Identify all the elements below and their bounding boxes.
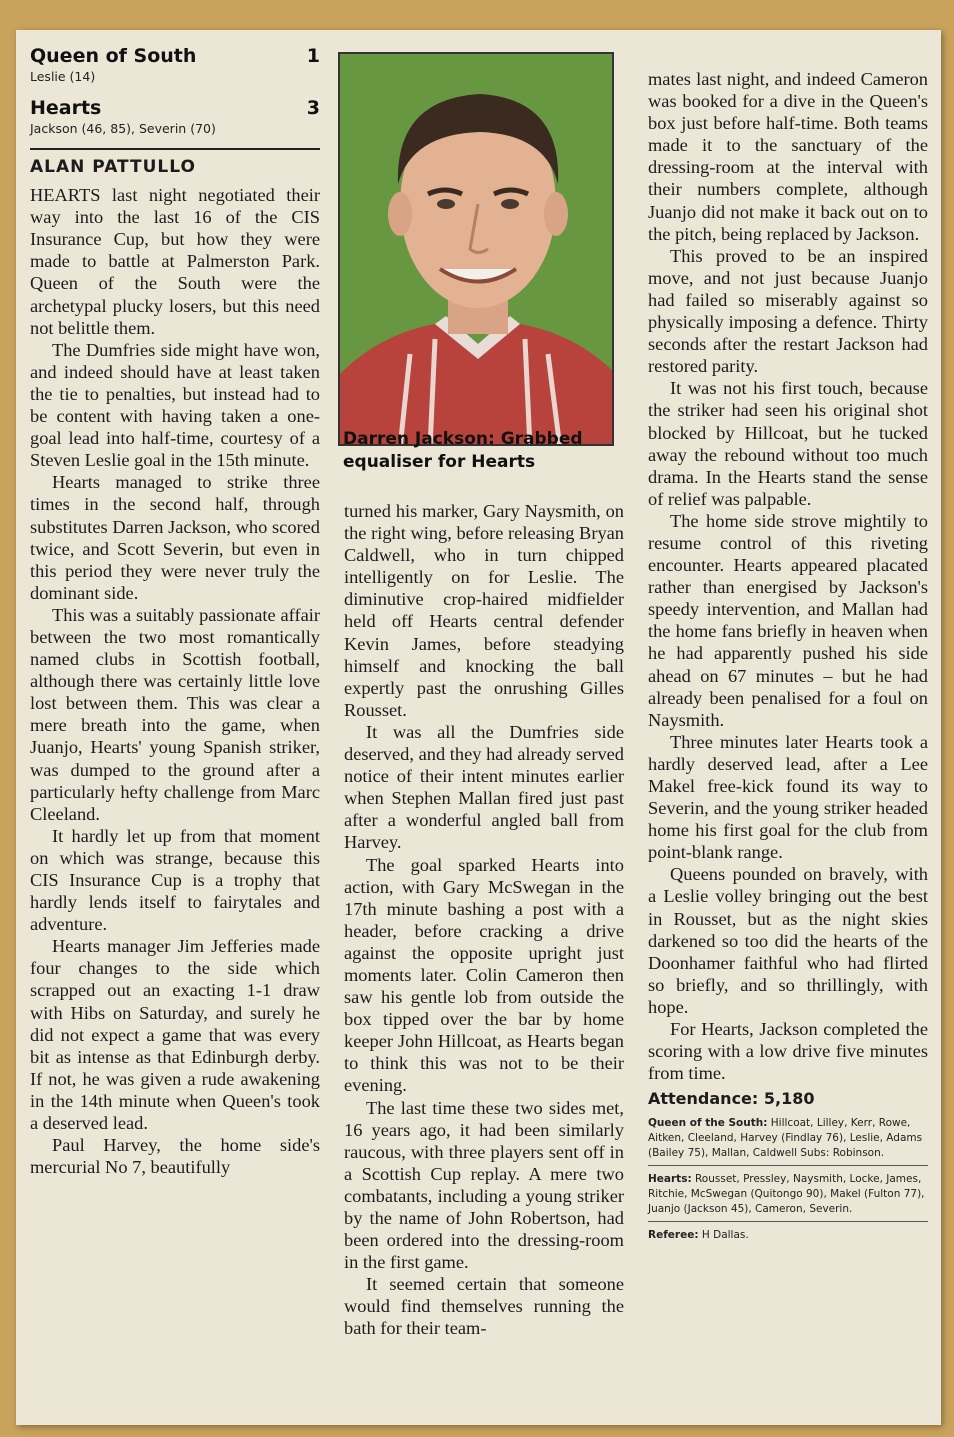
- paragraph: It was not his first touch, because the striker had seen his original shot blocked by Hillcoat, but he tucked away the rebound without too much drama. In the Hearts stand the sense of relief was palpable.: [648, 378, 928, 509]
- lineup-label: Queen of the South:: [648, 1117, 768, 1130]
- paragraph: mates last night, and indeed Cameron was booked for a dive in the Queen's box just before half-time. Both teams made it to the sanctuary of the dressing-room at the interval with their numbers complete, although Juanjo did not make it back out on to the pitch, being replaced by Jackson.: [648, 69, 928, 244]
- paragraph: This was a suitably passionate affair between the two most romantically named clubs in Scottish football, although there was certainly little love lost between them. This was clear a mere breath into the game, when Juanjo, Hearts' young Spanish striker, was dumped to the ground after a particularly hefty challenge from Marc Cleeland.: [30, 604, 320, 824]
- paragraph: This proved to be an inspired move, and not just because Juanjo had failed so miserably against so physically imposing a defence. Thirty seconds after the restart Jackson had restored parity.: [648, 245, 928, 377]
- article-column-2: [344, 500, 624, 1340]
- player-photo: [338, 52, 614, 446]
- attendance: Attendance: 5,180: [648, 1089, 815, 1109]
- article-column-1: [30, 44, 320, 1178]
- away-scorers: Jackson (46, 85), Severin (70): [30, 121, 216, 136]
- home-score-row: [30, 44, 320, 68]
- article-column-3: [648, 68, 928, 1243]
- away-score: 3: [306, 97, 320, 119]
- away-score-row: [30, 96, 320, 120]
- photo-caption: Darren Jackson: Grabbed equaliser for Hearts: [343, 429, 583, 472]
- paragraph: Queens pounded on bravely, with a Leslie volley bringing out the best in Rousset, but as the night skies darkened so too did the hearts of the Doonhamer faithful who had flirted so briefly, and so thrillingly, with hope.: [648, 864, 928, 1017]
- paragraph: The goal sparked Hearts into action, with Gary McSwegan in the 17th minute bashing a post with a header, before cracking a drive against the opposite upright just moments later. Colin Cameron then saw his gentle lob from outside the box tipped over the bar by home keeper John Hillcoat, as Hearts began to think this was not to be their evening.: [344, 854, 624, 1096]
- paragraph: turned his marker, Gary Naysmith, on the right wing, before releasing Bryan Caldwell, who in turn chipped intelligently on for Leslie. The diminutive crop-haired midfielder held off Hearts central defender Kevin James, before steadying himself and knocking the ball expertly past the onrushing Gilles Rousset.: [344, 501, 624, 720]
- away-team: Hearts: [30, 97, 102, 119]
- divider: [648, 1165, 928, 1166]
- home-score: 1: [306, 45, 320, 67]
- paragraph: It seemed certain that someone would find themselves running the bath for their team-: [344, 1274, 624, 1339]
- paragraph: It was all the Dumfries side deserved, and they had already served notice of their intent minutes earlier when Stephen Mallan fired just past after a wonderful angled ball from Harvey.: [344, 721, 624, 853]
- lineup-hearts: [648, 1172, 928, 1217]
- home-team: Queen of South: [30, 45, 197, 67]
- newspaper-clipping: [16, 30, 941, 1425]
- paragraph: Three minutes later Hearts took a hardly deserved lead, after a Lee Makel free-kick found its way to Severin, and the young striker headed home his first goal for the club from point-blank range.: [648, 731, 928, 863]
- lineup-label: Hearts:: [648, 1173, 692, 1186]
- paragraph: The home side strove mightily to resume control of this riveting encounter. Hearts appeared placated rather than energised by Jackson's speedy intervention, and Mallan had the home fans briefly in heaven when he had apparently pushed his side ahead on 67 minutes – but he had already been penalised for a foul on Naysmith.: [648, 510, 928, 730]
- referee-label: Referee:: [648, 1229, 699, 1242]
- referee-name: H Dallas.: [701, 1229, 749, 1242]
- paragraph: The last time these two sides met, 16 years ago, it had been similarly raucous, with three players sent off in a Scottish Cup replay. A mere two combatants, including a young striker by the name of John Robertson, had been ordered into the dressing-room in the first game.: [344, 1097, 624, 1273]
- home-scorers: Leslie (14): [30, 69, 96, 84]
- lineup-subs: Subs: Robinson.: [800, 1147, 885, 1160]
- paragraph: Paul Harvey, the home side's mercurial No 7, beautifully: [30, 1135, 320, 1178]
- scoreboard: [30, 44, 320, 138]
- byline: ALAN PATTULLO: [30, 148, 320, 178]
- portrait-illustration: [340, 54, 614, 446]
- lineup-queen-of-south: [648, 1116, 928, 1161]
- paragraph: Hearts managed to strike three times in the second half, through substitutes Darren Jackson, who scored twice, and Scott Severin, but even in this period they were never truly the dominant side.: [30, 472, 320, 603]
- paragraph: For Hearts, Jackson completed the scoring with a low drive five minutes from time.: [648, 1019, 928, 1084]
- divider: [648, 1221, 928, 1222]
- paragraph: Hearts manager Jim Jefferies made four changes to the side which scrapped out an exacting 1-1 draw with Hibs on Saturday, and surely he did not expect a game that was every bit as intense as that Edinburgh derby. If not, he was given a rude awakening in the 14th minute when Queen's took a deserved lead.: [30, 936, 320, 1134]
- lineup-players: Hillcoat, Lilley, Kerr, Rowe, Aitken, Cleeland, Harvey (Findlay 76), Leslie, Adams (Bailey 75), Mallan, Caldwell: [648, 1117, 923, 1160]
- paragraph: HEARTS last night negotiated their way into the last 16 of the CIS Insurance Cup, but how they were made to battle at Palmerston Park. Queen of the South were the archetypal plucky losers, but this need not belittle them.: [30, 185, 320, 338]
- paragraph: The Dumfries side might have won, and indeed should have at least taken the tie to penalties, but instead had to be content with having taken a one-goal lead into half-time, courtesy of a Steven Leslie goal in the 15th minute.: [30, 339, 320, 471]
- referee-line: [648, 1228, 928, 1243]
- paragraph: It hardly let up from that moment on which was strange, because this CIS Insurance Cup is a trophy that hardly lends itself to fairytales and adventure.: [30, 825, 320, 935]
- lineup-players: Rousset, Pressley, Naysmith, Locke, James, Ritchie, McSwegan (Quitongo 90), Makel (Fulton 77), Juanjo (Jackson 45), Cameron, Severin.: [648, 1173, 925, 1216]
